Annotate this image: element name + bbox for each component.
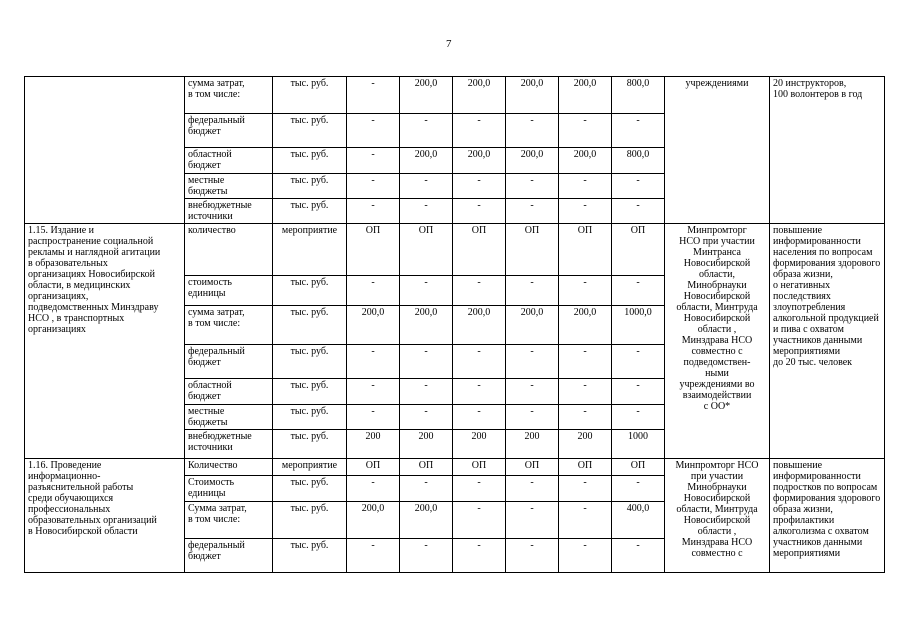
value-cell: 200,0 [506,77,559,114]
value-cell: - [559,539,612,573]
value-cell: - [453,539,506,573]
value-cell: 800,0 [612,77,665,114]
indicator-cell: сумма затрат, в том числе: [185,306,273,345]
value-cell: 800,0 [612,148,665,174]
value-cell: - [612,199,665,224]
value-cell: - [506,199,559,224]
unit-cell: тыс. руб. [273,174,347,199]
indicator-cell: Сумма затрат, в том числе: [185,502,273,539]
value-cell: 200 [559,430,612,459]
value-cell: - [453,476,506,502]
value-cell: 200 [347,430,400,459]
result-cell: повышение информированности населения по вопросам формирования здорового образа жизни, о негативных последствиях злоупотребления алкогольной продукцией и пива с охватом участников данными мероприятиями до 20 тыс. человек [770,224,885,459]
indicator-cell: Стоимость единицы [185,476,273,502]
executor-cell: учреждениями [665,77,770,224]
value-cell: - [400,114,453,148]
value-cell: 200,0 [559,77,612,114]
value-cell: - [612,539,665,573]
value-cell: - [612,379,665,405]
unit-cell: тыс. руб. [273,306,347,345]
indicator-cell: сумма затрат, в том числе: [185,77,273,114]
value-cell: ОП [453,224,506,276]
executor-cell: Минпромторг НСО при участии Минтранса Новосибирской области, Минобрнауки Новосибирской области, Минтруда Новосибирской области , Минздрава НСО совместно с подведомствен- ными учреждениями во взаимодействии с ОО* [665,224,770,459]
table-row [25,224,885,276]
indicator-cell: федеральный бюджет [185,345,273,379]
unit-cell: тыс. руб. [273,345,347,379]
unit-cell: тыс. руб. [273,148,347,174]
indicator-cell: стоимость единицы [185,276,273,306]
value-cell: - [453,199,506,224]
unit-cell: тыс. руб. [273,539,347,573]
result-cell: 20 инструкторов, 100 волонтеров в год [770,77,885,224]
indicator-cell: местные бюджеты [185,405,273,430]
result-cell: повышение информированности подростков по вопросам формирования здорового образа жизни, профилактики алкоголизма с охватом участников данными мероприятиями [770,459,885,573]
value-cell: - [347,199,400,224]
value-cell: - [559,199,612,224]
unit-cell: мероприятие [273,459,347,476]
value-cell: - [559,405,612,430]
indicator-cell: федеральный бюджет [185,539,273,573]
program-table [24,76,885,573]
value-cell: - [347,174,400,199]
value-cell: - [347,276,400,306]
value-cell: ОП [506,224,559,276]
value-cell: - [559,502,612,539]
value-cell: ОП [453,459,506,476]
value-cell: 200 [453,430,506,459]
value-cell: 200,0 [453,306,506,345]
value-cell: - [506,405,559,430]
value-cell: 1000 [612,430,665,459]
value-cell: ОП [559,459,612,476]
unit-cell: мероприятие [273,224,347,276]
value-cell: - [506,539,559,573]
value-cell: - [506,276,559,306]
value-cell: - [453,502,506,539]
value-cell: - [400,174,453,199]
indicator-cell: Количество [185,459,273,476]
value-cell: - [506,114,559,148]
unit-cell: тыс. руб. [273,276,347,306]
value-cell: - [347,148,400,174]
unit-cell: тыс. руб. [273,114,347,148]
value-cell: - [400,199,453,224]
value-cell: 200,0 [453,148,506,174]
value-cell: - [506,174,559,199]
value-cell: ОП [612,224,665,276]
value-cell: - [612,174,665,199]
value-cell: - [347,539,400,573]
value-cell: - [559,276,612,306]
value-cell: ОП [506,459,559,476]
value-cell: ОП [559,224,612,276]
value-cell: - [612,405,665,430]
value-cell: - [347,476,400,502]
unit-cell: тыс. руб. [273,476,347,502]
value-cell: - [347,114,400,148]
value-cell: - [400,379,453,405]
value-cell: - [559,174,612,199]
value-cell: - [453,114,506,148]
value-cell: - [347,345,400,379]
value-cell: - [612,114,665,148]
value-cell: 200,0 [347,502,400,539]
value-cell: - [400,276,453,306]
value-cell: 200,0 [347,306,400,345]
value-cell: ОП [400,224,453,276]
unit-cell: тыс. руб. [273,379,347,405]
value-cell: - [612,476,665,502]
value-cell: 200,0 [400,306,453,345]
value-cell: - [453,174,506,199]
value-cell: 200,0 [559,306,612,345]
unit-cell: тыс. руб. [273,430,347,459]
value-cell: - [347,405,400,430]
unit-cell: тыс. руб. [273,405,347,430]
value-cell: ОП [347,224,400,276]
measure-name-cell: 1.15. Издание и распространение социальной рекламы и наглядной агитации в образовательных организациях Новосибирской области, в медицинских организациях, подведомственных Минздраву НСО , в транспортных организациях [25,224,185,459]
value-cell: 1000,0 [612,306,665,345]
indicator-cell: внебюджетные источники [185,199,273,224]
value-cell: 200 [400,430,453,459]
value-cell: - [400,345,453,379]
indicator-cell: количество [185,224,273,276]
value-cell: - [400,539,453,573]
value-cell: - [612,345,665,379]
value-cell: - [453,276,506,306]
indicator-cell: местные бюджеты [185,174,273,199]
table-row [25,459,885,476]
value-cell: - [453,405,506,430]
executor-cell: Минпромторг НСО при участии Минобрнауки Новосибирской области, Минтруда Новосибирской области , Минздрава НСО совместно с [665,459,770,573]
indicator-cell: областной бюджет [185,148,273,174]
unit-cell: тыс. руб. [273,502,347,539]
value-cell: ОП [612,459,665,476]
value-cell: - [506,476,559,502]
value-cell: 200,0 [506,306,559,345]
value-cell: 400,0 [612,502,665,539]
value-cell: 200,0 [506,148,559,174]
value-cell: - [453,345,506,379]
value-cell: 200,0 [453,77,506,114]
value-cell: - [559,476,612,502]
value-cell: 200,0 [400,148,453,174]
table-row [25,77,885,114]
value-cell: 200,0 [559,148,612,174]
value-cell: - [506,502,559,539]
value-cell: - [347,379,400,405]
unit-cell: тыс. руб. [273,199,347,224]
value-cell: - [400,476,453,502]
measure-name-cell: 1.16. Проведение информационно- разъяснительной работы среди обучающихся профессиональных образовательных организаций в Новосибирской области [25,459,185,573]
value-cell: - [559,114,612,148]
value-cell: - [559,379,612,405]
page-number: 7 [446,38,452,50]
value-cell: - [559,345,612,379]
value-cell: ОП [347,459,400,476]
value-cell: - [347,77,400,114]
value-cell: - [612,276,665,306]
value-cell: 200,0 [400,77,453,114]
measure-name-cell [25,77,185,224]
value-cell: - [506,379,559,405]
unit-cell: тыс. руб. [273,77,347,114]
value-cell: ОП [400,459,453,476]
value-cell: - [400,405,453,430]
indicator-cell: внебюджетные источники [185,430,273,459]
value-cell: 200 [506,430,559,459]
value-cell: - [453,379,506,405]
value-cell: - [506,345,559,379]
indicator-cell: областной бюджет [185,379,273,405]
value-cell: 200,0 [400,502,453,539]
indicator-cell: федеральный бюджет [185,114,273,148]
